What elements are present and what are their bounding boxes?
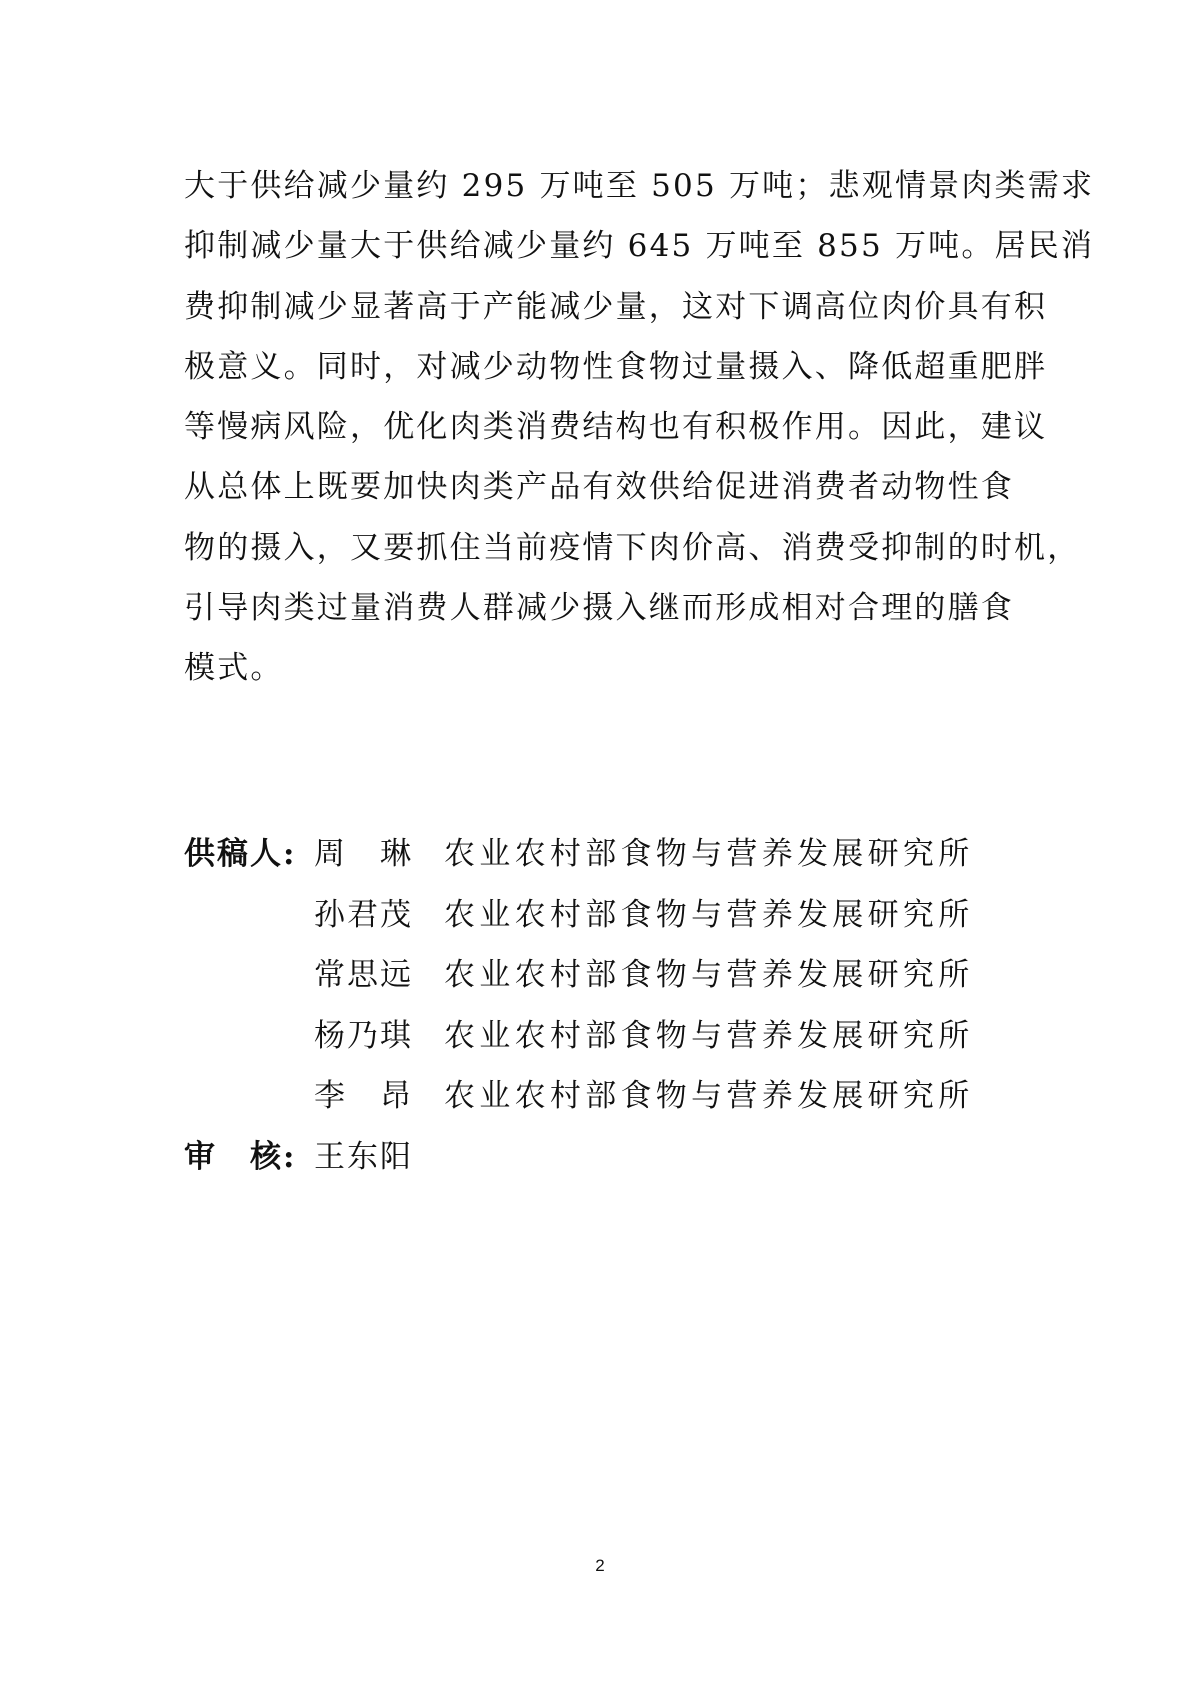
paragraph-line: 费抑制减少显著高于产能减少量，这对下调高位肉价具有积 bbox=[184, 288, 1048, 325]
paragraph-line: 从总体上既要加快肉类产品有效供给促进消费者动物性食 bbox=[184, 469, 1014, 506]
paragraph-line: 模式。 bbox=[184, 650, 284, 687]
contributor-org: 农业农村部食物与营养发展研究所 bbox=[444, 1017, 974, 1054]
contributor-name: 杨乃琪 bbox=[314, 1017, 413, 1054]
contributor-row bbox=[184, 824, 1084, 885]
body-paragraph bbox=[184, 156, 1095, 699]
reviewer-row bbox=[184, 1127, 1084, 1188]
contributor-row bbox=[184, 945, 1084, 1006]
paragraph-line: 大于供给减少量约 295 万吨至 505 万吨；悲观情景肉类需求 bbox=[184, 168, 1095, 204]
paragraph-line: 抑制减少量大于供给减少量约 645 万吨至 855 万吨。居民消 bbox=[184, 228, 1095, 265]
contributor-row bbox=[184, 1006, 1084, 1067]
contributor-row bbox=[184, 1066, 1084, 1127]
contributor-row bbox=[184, 885, 1084, 946]
paragraph-line: 极意义。同时，对减少动物性食物过量摄入、降低超重肥胖 bbox=[184, 348, 1048, 385]
reviewer-label: 审 核: bbox=[184, 1138, 297, 1175]
contributor-name: 孙君茂 bbox=[314, 896, 413, 933]
contributor-org: 农业农村部食物与营养发展研究所 bbox=[444, 957, 974, 993]
contributor-org: 农业农村部食物与营养发展研究所 bbox=[444, 836, 974, 872]
paragraph-line: 等慢病风险，优化肉类消费结构也有积极作用。因此，建议 bbox=[184, 409, 1048, 446]
contributor-name: 李 昂 bbox=[314, 1078, 413, 1114]
contributor-name: 周 琳 bbox=[314, 836, 413, 872]
page-number: 2 bbox=[595, 1556, 605, 1575]
contributor-org: 农业农村部食物与营养发展研究所 bbox=[444, 1078, 974, 1114]
contributor-name: 常思远 bbox=[314, 957, 413, 993]
paragraph-line: 引导肉类过量消费人群减少摄入继而形成相对合理的膳食 bbox=[184, 590, 1014, 627]
credits-block bbox=[184, 824, 1084, 1187]
reviewer-name: 王东阳 bbox=[314, 1138, 413, 1175]
contributor-org: 农业农村部食物与营养发展研究所 bbox=[444, 896, 974, 933]
contributors-label: 供稿人: bbox=[184, 836, 297, 872]
paragraph-line: 物的摄入，又要抓住当前疫情下肉价高、消费受抑制的时机， bbox=[184, 529, 1081, 566]
